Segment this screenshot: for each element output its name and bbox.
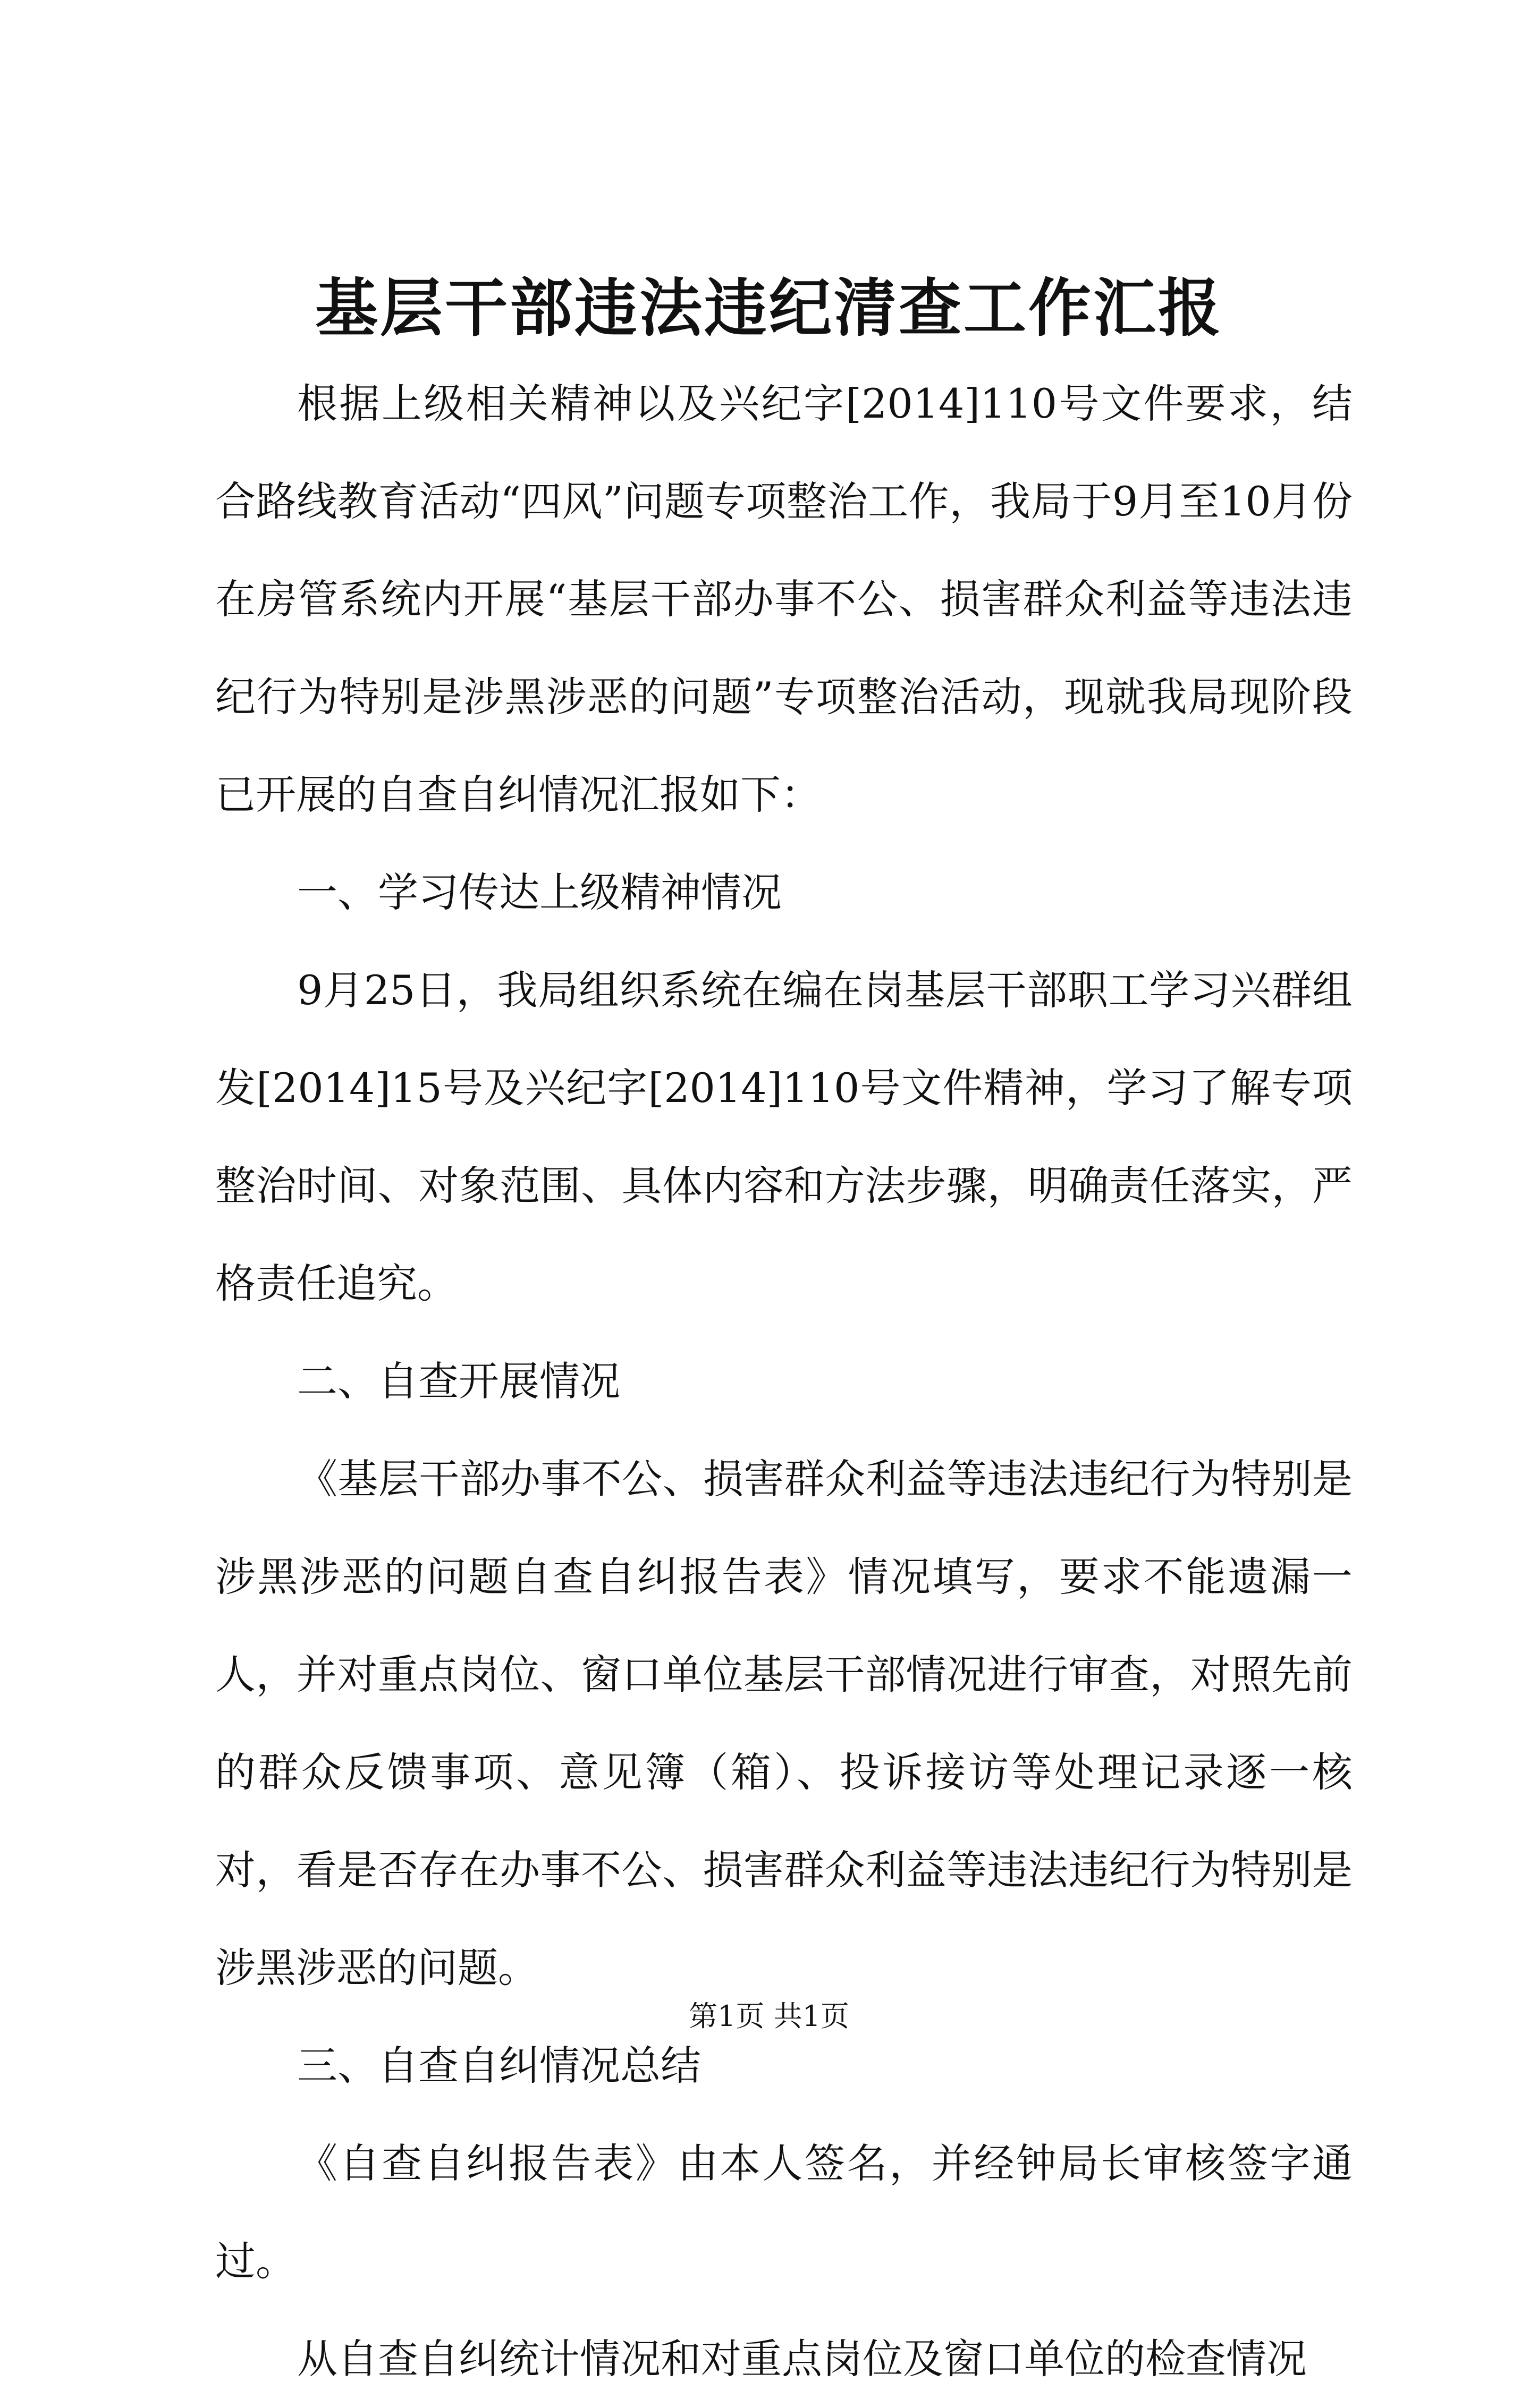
page-footer: 第1页 共1页 (689, 1999, 849, 2033)
paragraph-intro: 根据上级相关精神以及兴纪字[2014]110号文件要求，结合路线教育活动“四风”问题专项整治工作，我局于9月至10月份在房管系统内开展“基层干部办事不公、损害群众利益等违法违纪行为特别是涉黑涉恶的问题”专项整治活动，现就我局现阶段已开展的自查自纠情况汇报如下： (215, 380, 1353, 818)
section-heading-1: 一、学习传达上级精神情况 (297, 869, 782, 916)
paragraph-statistics: 从自查自纠统计情况和对重点岗位及窗口单位的检查情况 (297, 2335, 1307, 2382)
section-heading-3: 三、自查自纠情况总结 (297, 2042, 701, 2089)
paragraph-study: 9月25日，我局组织系统在编在岗基层干部职工学习兴群组发[2014]15号及兴纪字[2014]110号文件精神，学习了解专项整治时间、对象范围、具体内容和方法步骤，明确责任落实，严格责任追究。 (215, 966, 1353, 1307)
document-title: 基层干部违法违纪清查工作汇报 (315, 271, 1223, 345)
paragraph-report-form: 《自查自纠报告表》由本人签名，并经钟局长审核签字通过。 (215, 2140, 1353, 2285)
paragraph-self-check: 《基层干部办事不公、损害群众利益等违法违纪行为特别是涉黑涉恶的问题自查自纠报告表》情况填写，要求不能遗漏一人，并对重点岗位、窗口单位基层干部情况进行审查，对照先前的群众反馈事项、意见簿（箱）、投诉接访等处理记录逐一核对，看是否存在办事不公、损害群众利益等违法违纪行为特别是涉黑涉恶的问题。 (215, 1455, 1353, 1991)
section-heading-2: 二、自查开展情况 (297, 1358, 620, 1405)
document-body (215, 355, 1353, 2408)
